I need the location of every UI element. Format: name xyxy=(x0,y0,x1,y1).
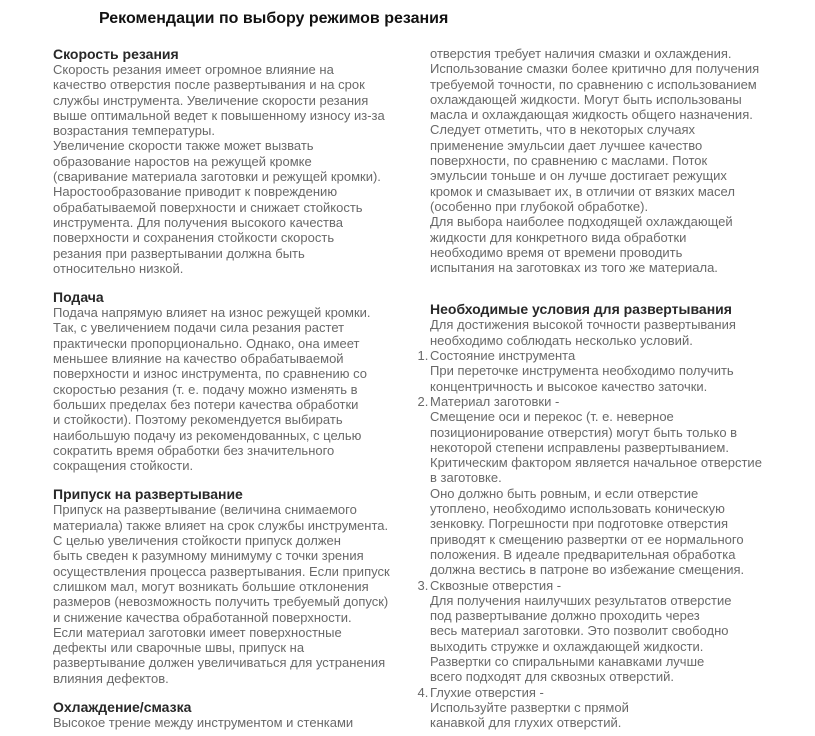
text-line: приводят к смещению развертки от ее нормального xyxy=(430,531,744,547)
text-line: слишком мал, могут возникать большие отклонения xyxy=(53,578,369,594)
text-line: Глухие отверстия - xyxy=(430,684,544,700)
text-line: Так, с увеличением подачи сила резания растет xyxy=(53,320,345,336)
text-section xyxy=(53,486,430,686)
text-line: возрастания температуры. xyxy=(53,123,215,139)
text-line: размеров (невозможность получить требуемый допуск) xyxy=(53,594,389,610)
list-item-number: 3. xyxy=(417,577,429,593)
text-line: весь материал заготовки. Это позволит свободно xyxy=(430,623,729,639)
text-line: службы инструмента. Увеличение скорости резания xyxy=(53,92,369,108)
text-section xyxy=(53,289,430,473)
text-line: эмульсии тоньше и он лучше достигает режущих xyxy=(430,168,727,184)
text-line: выше оптимальной ведет к повышенному износу из-за xyxy=(53,107,385,123)
text-line: Для выбора наиболее подходящей охлаждающей xyxy=(430,214,733,230)
list-item-number: 1. xyxy=(417,348,429,364)
text-line: быть сведен к разумному минимуму с точки зрения xyxy=(53,548,364,564)
text-line: сокращения стойкости. xyxy=(53,458,194,474)
text-line: отверстия требует наличия смазки и охлаждения. xyxy=(430,46,732,61)
list-item-number: 2. xyxy=(417,393,429,409)
text-line: Использование смазки более критично для получения xyxy=(430,61,760,77)
text-line: Увеличение скорости также может вызвать xyxy=(53,138,314,154)
text-section xyxy=(417,301,815,731)
text-line: некоторой степени исправлены развертыванием. xyxy=(430,439,729,455)
text-line: Припуск на развертывание (величина снимаемого xyxy=(53,502,357,518)
text-line: применение эмульсии дает лучшее качество xyxy=(430,137,703,153)
paragraph xyxy=(53,62,430,276)
text-line: Если материал заготовки имеет поверхностные xyxy=(53,624,342,640)
numbered-list-item xyxy=(417,348,815,394)
list-item-text xyxy=(430,394,815,578)
paragraph xyxy=(430,46,815,275)
text-line: жидкости для конкретного вида обработки xyxy=(430,229,687,245)
text-line: испытания на заготовках из того же материала. xyxy=(430,260,718,276)
numbered-list-item xyxy=(417,577,815,685)
text-line: практически пропорционально. Однако, она имеет xyxy=(53,335,360,351)
text-line: зенковку. Погрешности при подготовке отверстия xyxy=(430,516,728,532)
text-line: Материал заготовки - xyxy=(430,393,560,409)
left-column xyxy=(53,46,430,730)
text-line: Наростообразование приводит к повреждению xyxy=(53,184,338,200)
text-line: (сваривание материала заготовки и режущей кромки). xyxy=(53,169,381,185)
text-line: утоплено, необходимо использовать коническую xyxy=(430,501,725,517)
text-line: Для достижения высокой точности развертывания xyxy=(430,317,736,333)
text-line: Оно должно быть ровным, и если отверстие xyxy=(430,485,699,501)
section-heading: Необходимые условия для развертывания xyxy=(430,301,732,318)
paragraph xyxy=(53,715,430,730)
paragraph xyxy=(53,502,430,686)
text-line: влияния дефектов. xyxy=(53,670,169,686)
text-line: (особенно при глубокой обработке). xyxy=(430,198,649,214)
section-heading: Охлаждение/смазка xyxy=(53,698,192,715)
section-heading: Припуск на развертывание xyxy=(53,486,243,503)
text-line: осуществления процесса развертывания. Если припуск xyxy=(53,563,390,579)
text-line: в заготовке. xyxy=(430,470,502,486)
text-line: масла и охлаждающая жидкость общего назначения. xyxy=(430,107,753,123)
paragraph xyxy=(53,305,430,473)
text-section xyxy=(430,46,815,275)
text-line: требуемой точности, по сравнению с использованием xyxy=(430,76,757,92)
text-line: Скорость резания имеет огромное влияние на xyxy=(53,62,334,77)
section-heading: Подача xyxy=(53,289,104,306)
text-line: необходимо время от времени проводить xyxy=(430,244,683,260)
text-line: качество отверстия после развертывания и на срок xyxy=(53,77,365,93)
text-line: Смещение оси и перекос (т. е. неверное xyxy=(430,409,674,425)
text-line: Сквозные отверстия - xyxy=(430,577,562,593)
text-line: поверхности и износ инструмента, по сравнению со xyxy=(53,366,367,382)
text-line: Используйте развертки с прямой xyxy=(430,699,629,715)
list-item-number: 4. xyxy=(417,684,429,700)
text-line: скоростью резания (т. е. подачу можно изменять в xyxy=(53,381,358,397)
section-heading: Скорость резания xyxy=(53,46,179,62)
text-line: Высокое трение между инструментом и стенками xyxy=(53,714,354,730)
text-line: и снижение качества обработанной поверхности. xyxy=(53,609,352,625)
text-line: и стойкости). Поэтому рекомендуется выбирать xyxy=(53,412,343,428)
list-item-text xyxy=(430,348,815,394)
text-line: Состояние инструмента xyxy=(430,348,576,364)
text-line: сократить время обработки без значительного xyxy=(53,442,335,458)
text-line: Для получения наилучших результатов отверстие xyxy=(430,592,732,608)
text-line: меньшее влияние на качество обрабатываемой xyxy=(53,351,344,367)
text-line: больших пределах без потери качества обработки xyxy=(53,396,359,412)
text-line: При переточке инструмента необходимо получить xyxy=(430,363,734,379)
text-line: развертывание должен увеличиваться для устранения xyxy=(53,655,386,671)
text-line: канавкой для глухих отверстий. xyxy=(430,715,622,731)
text-line: положения. В идеале предварительная обработка xyxy=(430,546,736,562)
text-line: кромок и смазывает их, в отличии от вязких масел xyxy=(430,183,735,199)
text-line: должна вестись в патроне во избежание смещения. xyxy=(430,562,745,578)
text-line: наибольшую подачу из рекомендованных, с целью xyxy=(53,427,362,443)
text-section xyxy=(53,699,430,730)
text-line: резания при развертывании должна быть xyxy=(53,245,305,261)
text-line: инструмента. Для получения высокого качества xyxy=(53,214,343,230)
text-line: необходимо соблюдать несколько условий. xyxy=(430,332,693,348)
text-line: дефекты или сварочные швы, припуск на xyxy=(53,640,305,656)
text-line: поверхности, по сравнению с маслами. Поток xyxy=(430,153,708,169)
text-line: обрабатываемой поверхности и снижает стойкость xyxy=(53,199,363,215)
text-line: концентричность и высокое качество заточки. xyxy=(430,378,708,394)
right-column xyxy=(417,46,815,731)
list-item-text xyxy=(430,578,815,685)
text-line: охлаждающей жидкости. Могут быть использованы xyxy=(430,91,742,107)
text-line: выходить стружке и охлаждающей жидкости. xyxy=(430,638,704,654)
text-line: Критическим фактором является начальное отверстие xyxy=(430,455,762,471)
text-line: позиционирование отверстия) могут быть только в xyxy=(430,424,738,440)
page-title: Рекомендации по выбору режимов резания xyxy=(99,10,449,27)
text-line: поверхности и сохранения стойкости скорость xyxy=(53,230,335,246)
numbered-list-item xyxy=(417,684,815,731)
text-line: образование наростов на режущей кромке xyxy=(53,153,312,169)
numbered-list-item xyxy=(417,393,815,578)
text-line: Подача напрямую влияет на износ режущей кромки. xyxy=(53,305,371,321)
text-line: относительно низкой. xyxy=(53,260,184,276)
text-line: под развертывание должно проходить через xyxy=(430,608,700,624)
list-item-text xyxy=(430,685,815,731)
text-section xyxy=(53,46,430,276)
text-line: материала) также влияет на срок службы инструмента. xyxy=(53,517,389,533)
text-line: С целью увеличения стойкости припуск должен xyxy=(53,533,341,549)
text-line: всего подходят для сквозных отверстий. xyxy=(430,669,675,685)
text-line: Следует отметить, что в некоторых случаях xyxy=(430,122,696,138)
text-line: Развертки со спиральными канавками лучше xyxy=(430,653,705,669)
paragraph xyxy=(430,317,815,348)
